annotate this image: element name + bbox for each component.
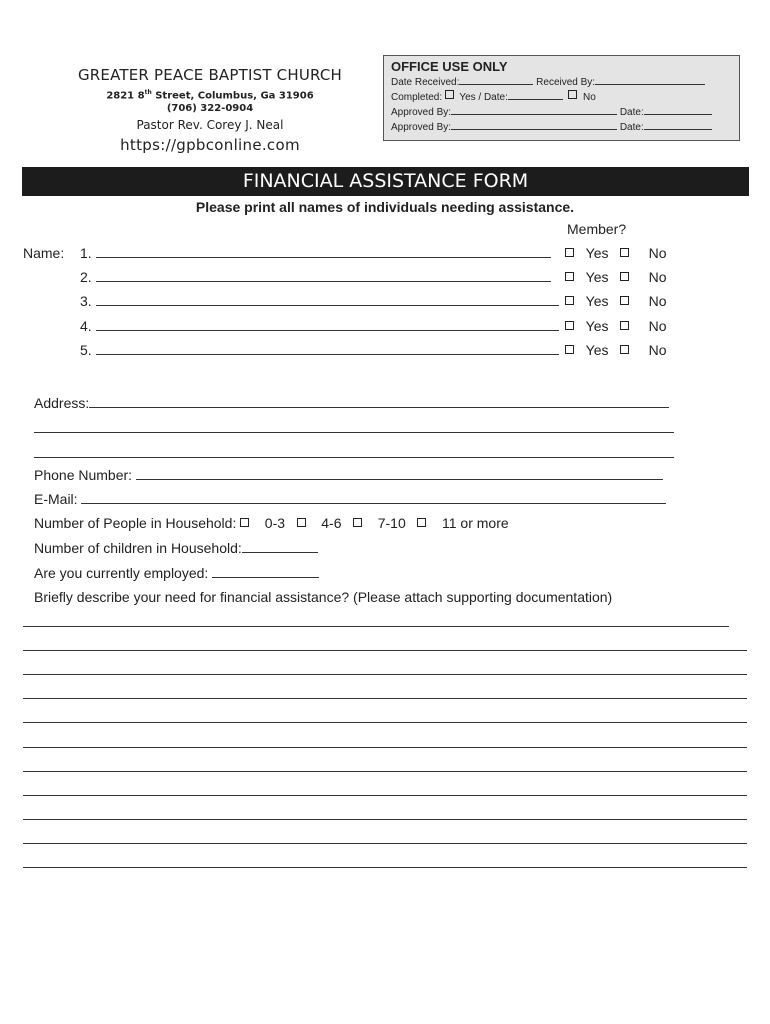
completed-no-label: No xyxy=(583,92,596,103)
phone-label: Phone Number: xyxy=(34,467,133,483)
yes-date-label: Yes / Date: xyxy=(459,92,508,103)
address-field-1[interactable] xyxy=(89,395,669,408)
no-label: No xyxy=(648,293,667,309)
approved-by-label: Approved By: xyxy=(391,107,452,118)
household-checkbox-7-10[interactable] xyxy=(353,518,362,527)
member-no-checkbox-5[interactable] xyxy=(620,345,629,354)
description-line-7[interactable] xyxy=(23,771,747,772)
yes-label: Yes xyxy=(585,318,609,334)
email-row xyxy=(34,491,666,507)
church-website: https://gpbconline.com xyxy=(120,136,300,154)
children-field[interactable] xyxy=(242,540,318,553)
member-no-checkbox-3[interactable] xyxy=(620,296,629,305)
name-row-2 xyxy=(80,269,551,285)
address-row xyxy=(34,395,669,411)
household-label: Number of People in Household: xyxy=(34,515,237,531)
member-choice-4 xyxy=(565,318,667,334)
street-rest: Street, Columbus, Ga 31906 xyxy=(151,90,314,102)
name-field-1[interactable] xyxy=(96,245,551,258)
member-choice-1 xyxy=(565,245,667,261)
member-no-checkbox-2[interactable] xyxy=(620,272,629,281)
office-use-title: OFFICE USE ONLY xyxy=(391,59,508,74)
no-label: No xyxy=(648,245,667,261)
form-instructions: Please print all names of individuals needing assistance. xyxy=(195,199,575,215)
member-choice-5 xyxy=(565,342,667,358)
member-yes-checkbox-5[interactable] xyxy=(565,345,574,354)
form-title-banner: FINANCIAL ASSISTANCE FORM xyxy=(22,167,749,196)
children-row xyxy=(34,540,318,556)
description-line-4[interactable] xyxy=(23,698,747,699)
address-field-2[interactable] xyxy=(34,432,674,433)
description-line-2[interactable] xyxy=(23,650,747,651)
member-yes-checkbox-1[interactable] xyxy=(565,248,574,257)
street-number: 2821 8 xyxy=(106,90,145,102)
member-yes-checkbox-2[interactable] xyxy=(565,272,574,281)
description-line-9[interactable] xyxy=(23,819,747,820)
date-received-field[interactable] xyxy=(459,75,533,85)
name-field-4[interactable] xyxy=(96,318,559,331)
completed-label: Completed: xyxy=(391,92,443,103)
phone-row xyxy=(34,467,663,483)
approved-date-field-1[interactable] xyxy=(644,105,712,115)
description-line-1[interactable] xyxy=(23,626,729,627)
name-number: 5. xyxy=(80,342,92,358)
name-field-2[interactable] xyxy=(96,269,551,282)
employed-row xyxy=(34,565,319,581)
address-label: Address: xyxy=(34,395,90,411)
office-use-box xyxy=(383,55,740,141)
description-line-5[interactable] xyxy=(23,722,747,723)
received-by-label: Received By: xyxy=(536,77,596,88)
completed-no-checkbox[interactable] xyxy=(568,90,577,99)
completed-date-field[interactable] xyxy=(508,90,563,100)
name-number: 3. xyxy=(80,293,92,309)
name-label: Name: xyxy=(23,245,65,261)
name-field-3[interactable] xyxy=(96,293,559,306)
member-choice-3 xyxy=(565,293,667,309)
date-received-label: Date Received: xyxy=(391,77,460,88)
household-row xyxy=(34,515,509,531)
member-yes-checkbox-4[interactable] xyxy=(565,321,574,330)
member-choice-2 xyxy=(565,269,667,285)
name-row-1 xyxy=(80,245,551,261)
yes-label: Yes xyxy=(585,269,609,285)
approved-date-field-2[interactable] xyxy=(644,120,712,130)
yes-label: Yes xyxy=(585,342,609,358)
description-line-3[interactable] xyxy=(23,674,747,675)
name-row-5 xyxy=(80,342,559,358)
describe-prompt: Briefly describe your need for financial assistance? (Please attach supporting documentation) xyxy=(34,589,613,605)
address-field-3[interactable] xyxy=(34,457,674,458)
children-label: Number of children in Household: xyxy=(34,540,242,556)
member-column-header: Member? xyxy=(567,221,627,237)
church-phone: (706) 322-0904 xyxy=(166,103,254,114)
office-line-received xyxy=(391,75,732,90)
approved-date-label: Date: xyxy=(619,122,644,133)
household-option-label: 4-6 xyxy=(321,515,342,531)
email-label: E-Mail: xyxy=(34,491,78,507)
household-option-label: 11 or more xyxy=(442,515,509,531)
no-label: No xyxy=(648,269,667,285)
approved-date-label: Date: xyxy=(619,107,644,118)
name-field-5[interactable] xyxy=(96,342,559,355)
no-label: No xyxy=(648,318,667,334)
approved-by-label: Approved By: xyxy=(391,122,452,133)
pastor-name: Pastor Rev. Corey J. Neal xyxy=(136,118,284,132)
yes-label: Yes xyxy=(585,293,609,309)
completed-yes-checkbox[interactable] xyxy=(445,90,454,99)
employed-label: Are you currently employed: xyxy=(34,565,209,581)
no-label: No xyxy=(648,342,667,358)
street-suffix: th xyxy=(144,89,152,96)
phone-field[interactable] xyxy=(136,467,663,480)
email-field[interactable] xyxy=(81,491,666,504)
name-number: 1. xyxy=(80,245,92,261)
description-line-11[interactable] xyxy=(23,867,747,868)
household-option-label: 0-3 xyxy=(264,515,286,531)
church-address xyxy=(40,89,380,101)
description-line-6[interactable] xyxy=(23,747,747,748)
member-no-checkbox-1[interactable] xyxy=(620,248,629,257)
name-row-3 xyxy=(80,293,559,309)
office-line-approved-1 xyxy=(391,105,732,120)
received-by-field[interactable] xyxy=(595,75,705,85)
approved-by-field-1[interactable] xyxy=(451,105,617,115)
household-checkbox-11-more[interactable] xyxy=(417,518,426,527)
member-no-checkbox-4[interactable] xyxy=(620,321,629,330)
description-line-8[interactable] xyxy=(23,795,747,796)
yes-label: Yes xyxy=(585,245,609,261)
employed-field[interactable] xyxy=(212,565,319,578)
church-name: GREATER PEACE BAPTIST CHURCH xyxy=(77,66,343,84)
household-checkbox-0-3[interactable] xyxy=(240,518,249,527)
office-line-completed xyxy=(391,90,732,105)
office-line-approved-2 xyxy=(391,120,732,135)
name-number: 2. xyxy=(80,269,92,285)
household-option-label: 7-10 xyxy=(377,515,406,531)
household-checkbox-4-6[interactable] xyxy=(297,518,306,527)
description-line-10[interactable] xyxy=(23,843,747,844)
name-row-4 xyxy=(80,318,559,334)
name-number: 4. xyxy=(80,318,92,334)
approved-by-field-2[interactable] xyxy=(451,120,617,130)
member-yes-checkbox-3[interactable] xyxy=(565,296,574,305)
